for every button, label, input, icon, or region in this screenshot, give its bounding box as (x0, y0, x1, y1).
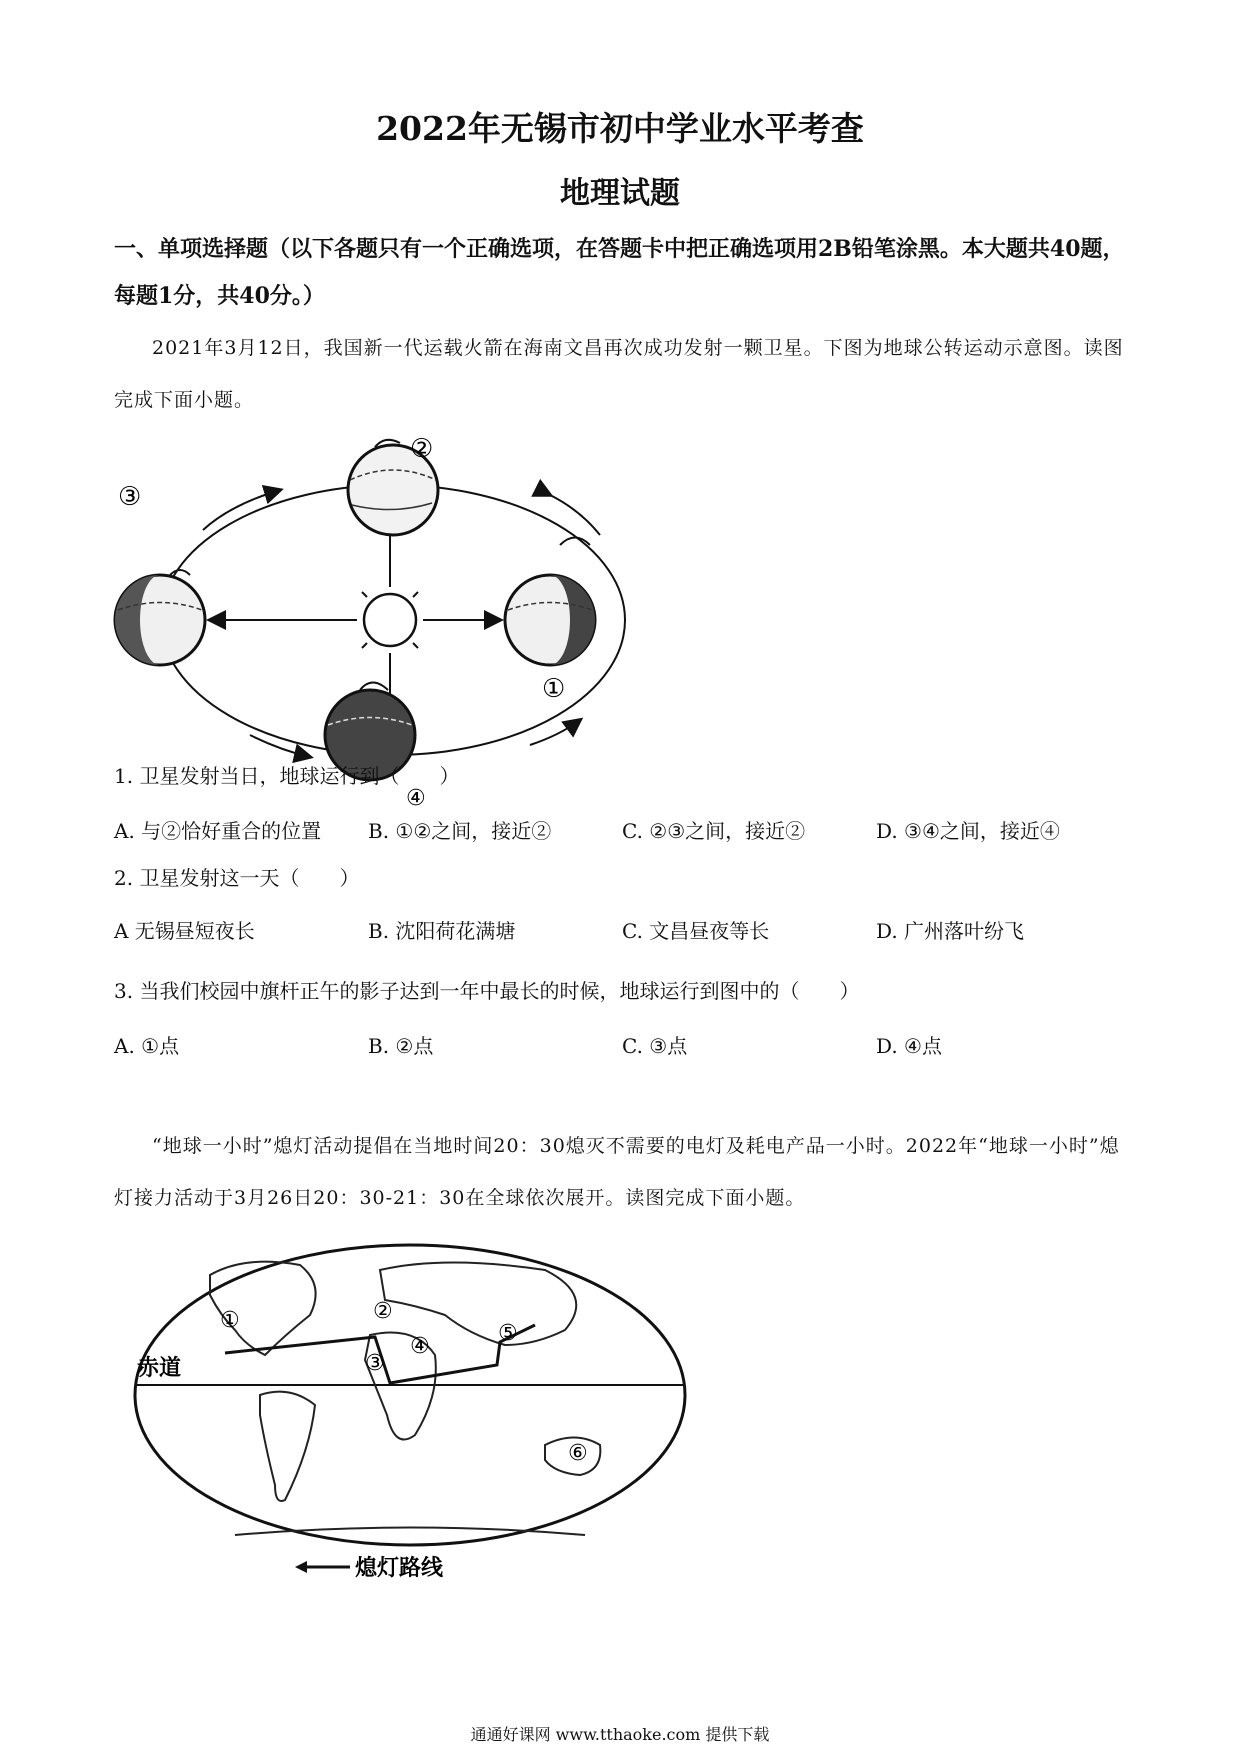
earth-position-3 (115, 570, 205, 665)
south-america-shape (260, 1392, 315, 1501)
map-label-6: ⑥ (568, 1441, 588, 1466)
map-label-5: ⑤ (498, 1321, 518, 1346)
q3-option-c: C. ③点 (622, 1034, 688, 1058)
eurasia-shape (380, 1263, 576, 1346)
map-label-1: ① (220, 1308, 240, 1333)
passage-1: 2021年3月12日，我国新一代运载火箭在海南文昌再次成功发射一颗卫星。下图为地球公转运动示意图。读图完成下面小题。 (114, 337, 1124, 411)
question-2: 2. 卫星发射这一天（ ） (114, 866, 360, 890)
map-label-4: ④ (410, 1334, 430, 1359)
earth-revolution-diagram (110, 435, 690, 810)
q1-option-d: D. ③④之间，接近④ (876, 819, 1060, 843)
footer-source: 通通好课网 www.tthaoke.com 提供下载 (470, 1725, 770, 1744)
q3-option-a: A. ①点 (114, 1034, 180, 1058)
section-heading: 一、单项选择题（以下各题只有一个正确选项，在答题卡中把正确选项用2B铅笔涂黑。本大题共40题，每题1分，共40分。） (114, 236, 1125, 309)
label-2: ② (410, 435, 434, 464)
q2-option-a: A 无锡昼短夜长 (114, 919, 255, 943)
page-subtitle: 地理试题 (560, 176, 680, 211)
q3-option-d: D. ④点 (876, 1034, 942, 1058)
world-map-diagram (125, 1235, 705, 1580)
sun-icon (350, 580, 430, 660)
label-1: ① (542, 674, 566, 704)
passage-2: “地球一小时”熄灯活动提倡在当地时间20：30熄灭不需要的电灯及耗电产品一小时。2022年“地球一小时”熄灯接力活动于3月26日20：30-21：30在全球依次展开。读图完成下面小题。 (114, 1135, 1120, 1209)
page-title: 2022年无锡市初中学业水平考查 (376, 109, 864, 148)
label-3: ③ (118, 482, 142, 512)
legend-label: 熄灯路线 (355, 1556, 444, 1580)
q1-option-a: A. 与②恰好重合的位置 (114, 819, 322, 843)
equator-label: 赤道 (137, 1356, 182, 1381)
earth-position-1 (505, 538, 595, 666)
q2-option-b: B. 沈阳荷花满塘 (368, 919, 516, 943)
q3-option-b: B. ②点 (368, 1034, 434, 1058)
map-label-2: ② (373, 1299, 393, 1324)
question-3: 3. 当我们校园中旗杆正午的影子达到一年中最长的时候，地球运行到图中的（ ） (114, 979, 860, 1003)
q1-option-c: C. ②③之间，接近② (622, 819, 806, 843)
label-4: ④ (406, 786, 426, 810)
q1-option-b: B. ①②之间，接近② (368, 819, 552, 843)
q2-option-d: D. 广州落叶纷飞 (876, 919, 1025, 943)
q2-option-c: C. 文昌昼夜等长 (622, 919, 770, 943)
question-1: 1. 卫星发射当日，地球运行到（ ） (114, 764, 460, 788)
map-label-3: ③ (365, 1351, 385, 1376)
